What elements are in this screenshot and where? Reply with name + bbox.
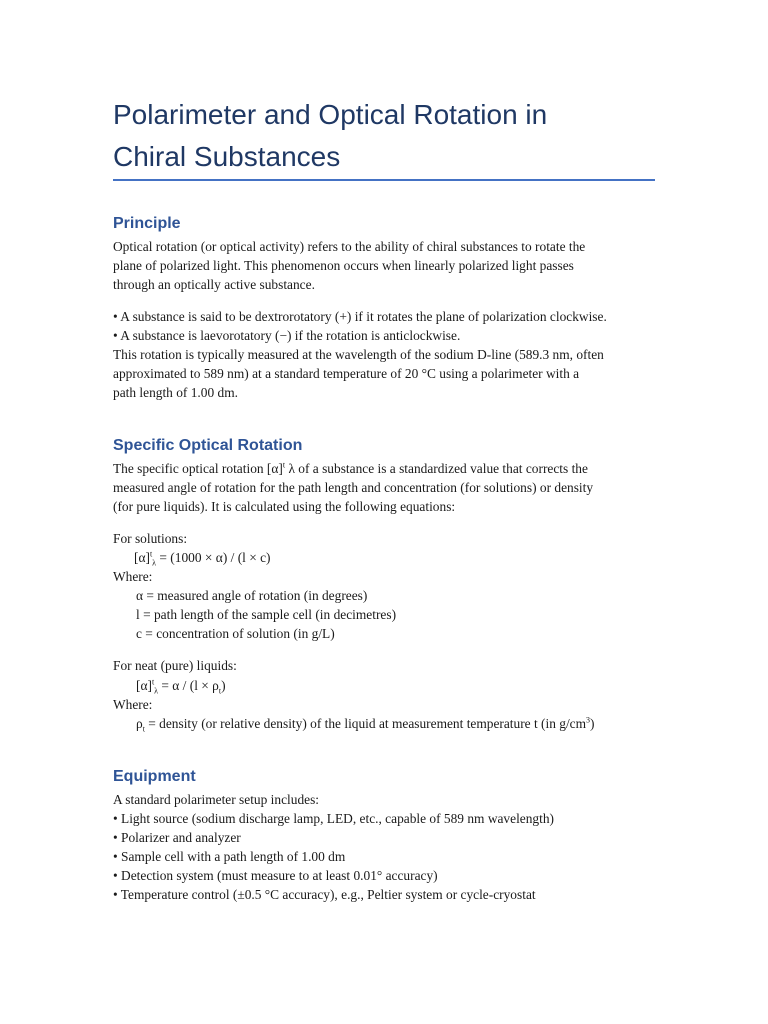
equipment-item: • Sample cell with a path length of 1.00 dm (113, 849, 346, 864)
specific-rotation-heading: Specific Optical Rotation (113, 437, 303, 454)
equipment-item: • Polarizer and analyzer (113, 830, 241, 845)
equipment-intro: A standard polarimeter setup includes: (113, 792, 320, 807)
principle-text-line: Optical rotation (or optical activity) refers to the ability of chiral substances to rotate the (113, 239, 586, 254)
equipment-item: • Light source (sodium discharge lamp, LED, etc., capable of 589 nm wavelength) (113, 811, 554, 826)
specific-intro-line: (for pure liquids). It is calculated using the following equations: (113, 499, 456, 514)
dextrorotatory-bullet: • A substance is said to be dextrorotatory (+) if it rotates the plane of polarization clockwise. (113, 309, 607, 324)
title-line-2: Chiral Substances (113, 141, 341, 172)
measurement-text-line: approximated to 589 nm) at a standard temperature of 20 °C using a polarimeter with a (113, 366, 580, 381)
for-neat-liquids-label: For neat (pure) liquids: (113, 658, 237, 673)
where-label: Where: (113, 569, 153, 584)
laevorotatory-bullet: • A substance is laevorotatory (−) if the rotation is anticlockwise. (113, 328, 461, 343)
where-label: Where: (113, 697, 153, 712)
definition-path-length: l = path length of the sample cell (in decimetres) (136, 607, 397, 622)
neat-liquid-equation: $[\alpha]^t_\lambda = \alpha / (l \times \rho_t)$ (136, 677, 226, 696)
title-line-1: Polarimeter and Optical Rotation in (113, 99, 548, 130)
title-underline (113, 179, 655, 181)
measurement-text-line: This rotation is typically measured at the wavelength of the sodium D-line (589.3 nm, often (113, 347, 604, 362)
principle-text-line: plane of polarized light. This phenomenon occurs when linearly polarized light passes (113, 258, 574, 273)
specific-intro-line: The specific optical rotation $[\alpha]^t$ λ of a substance is a standardized value that corrects the (113, 460, 588, 476)
principle-heading: Principle (113, 215, 181, 232)
for-solutions-label: For solutions: (113, 531, 188, 546)
specific-intro-line: measured angle of rotation for the path length and concentration (for solutions) or density (113, 480, 594, 495)
definition-concentration: c = concentration of solution (in g/L) (136, 626, 335, 641)
equipment-item: • Detection system (must measure to at least 0.01° accuracy) (113, 868, 438, 883)
equipment-heading: Equipment (113, 768, 196, 785)
definition-density: $\rho_t$ = density (or relative density) of the liquid at measurement temperature t (in $g/cm^3$) (136, 715, 595, 734)
solution-equation: $[\alpha]^t_\lambda = (1000 \times \alpha) / (l \times c)$ (134, 549, 271, 568)
definition-alpha: α = measured angle of rotation (in degrees) (136, 588, 368, 603)
principle-text-line: through an optically active substance. (113, 277, 315, 292)
equipment-item: • Temperature control (±0.5 °C accuracy), e.g., Peltier system or cycle-cryostat (113, 887, 536, 902)
page-title (113, 94, 673, 178)
measurement-text-line: path length of 1.00 dm. (113, 385, 238, 400)
